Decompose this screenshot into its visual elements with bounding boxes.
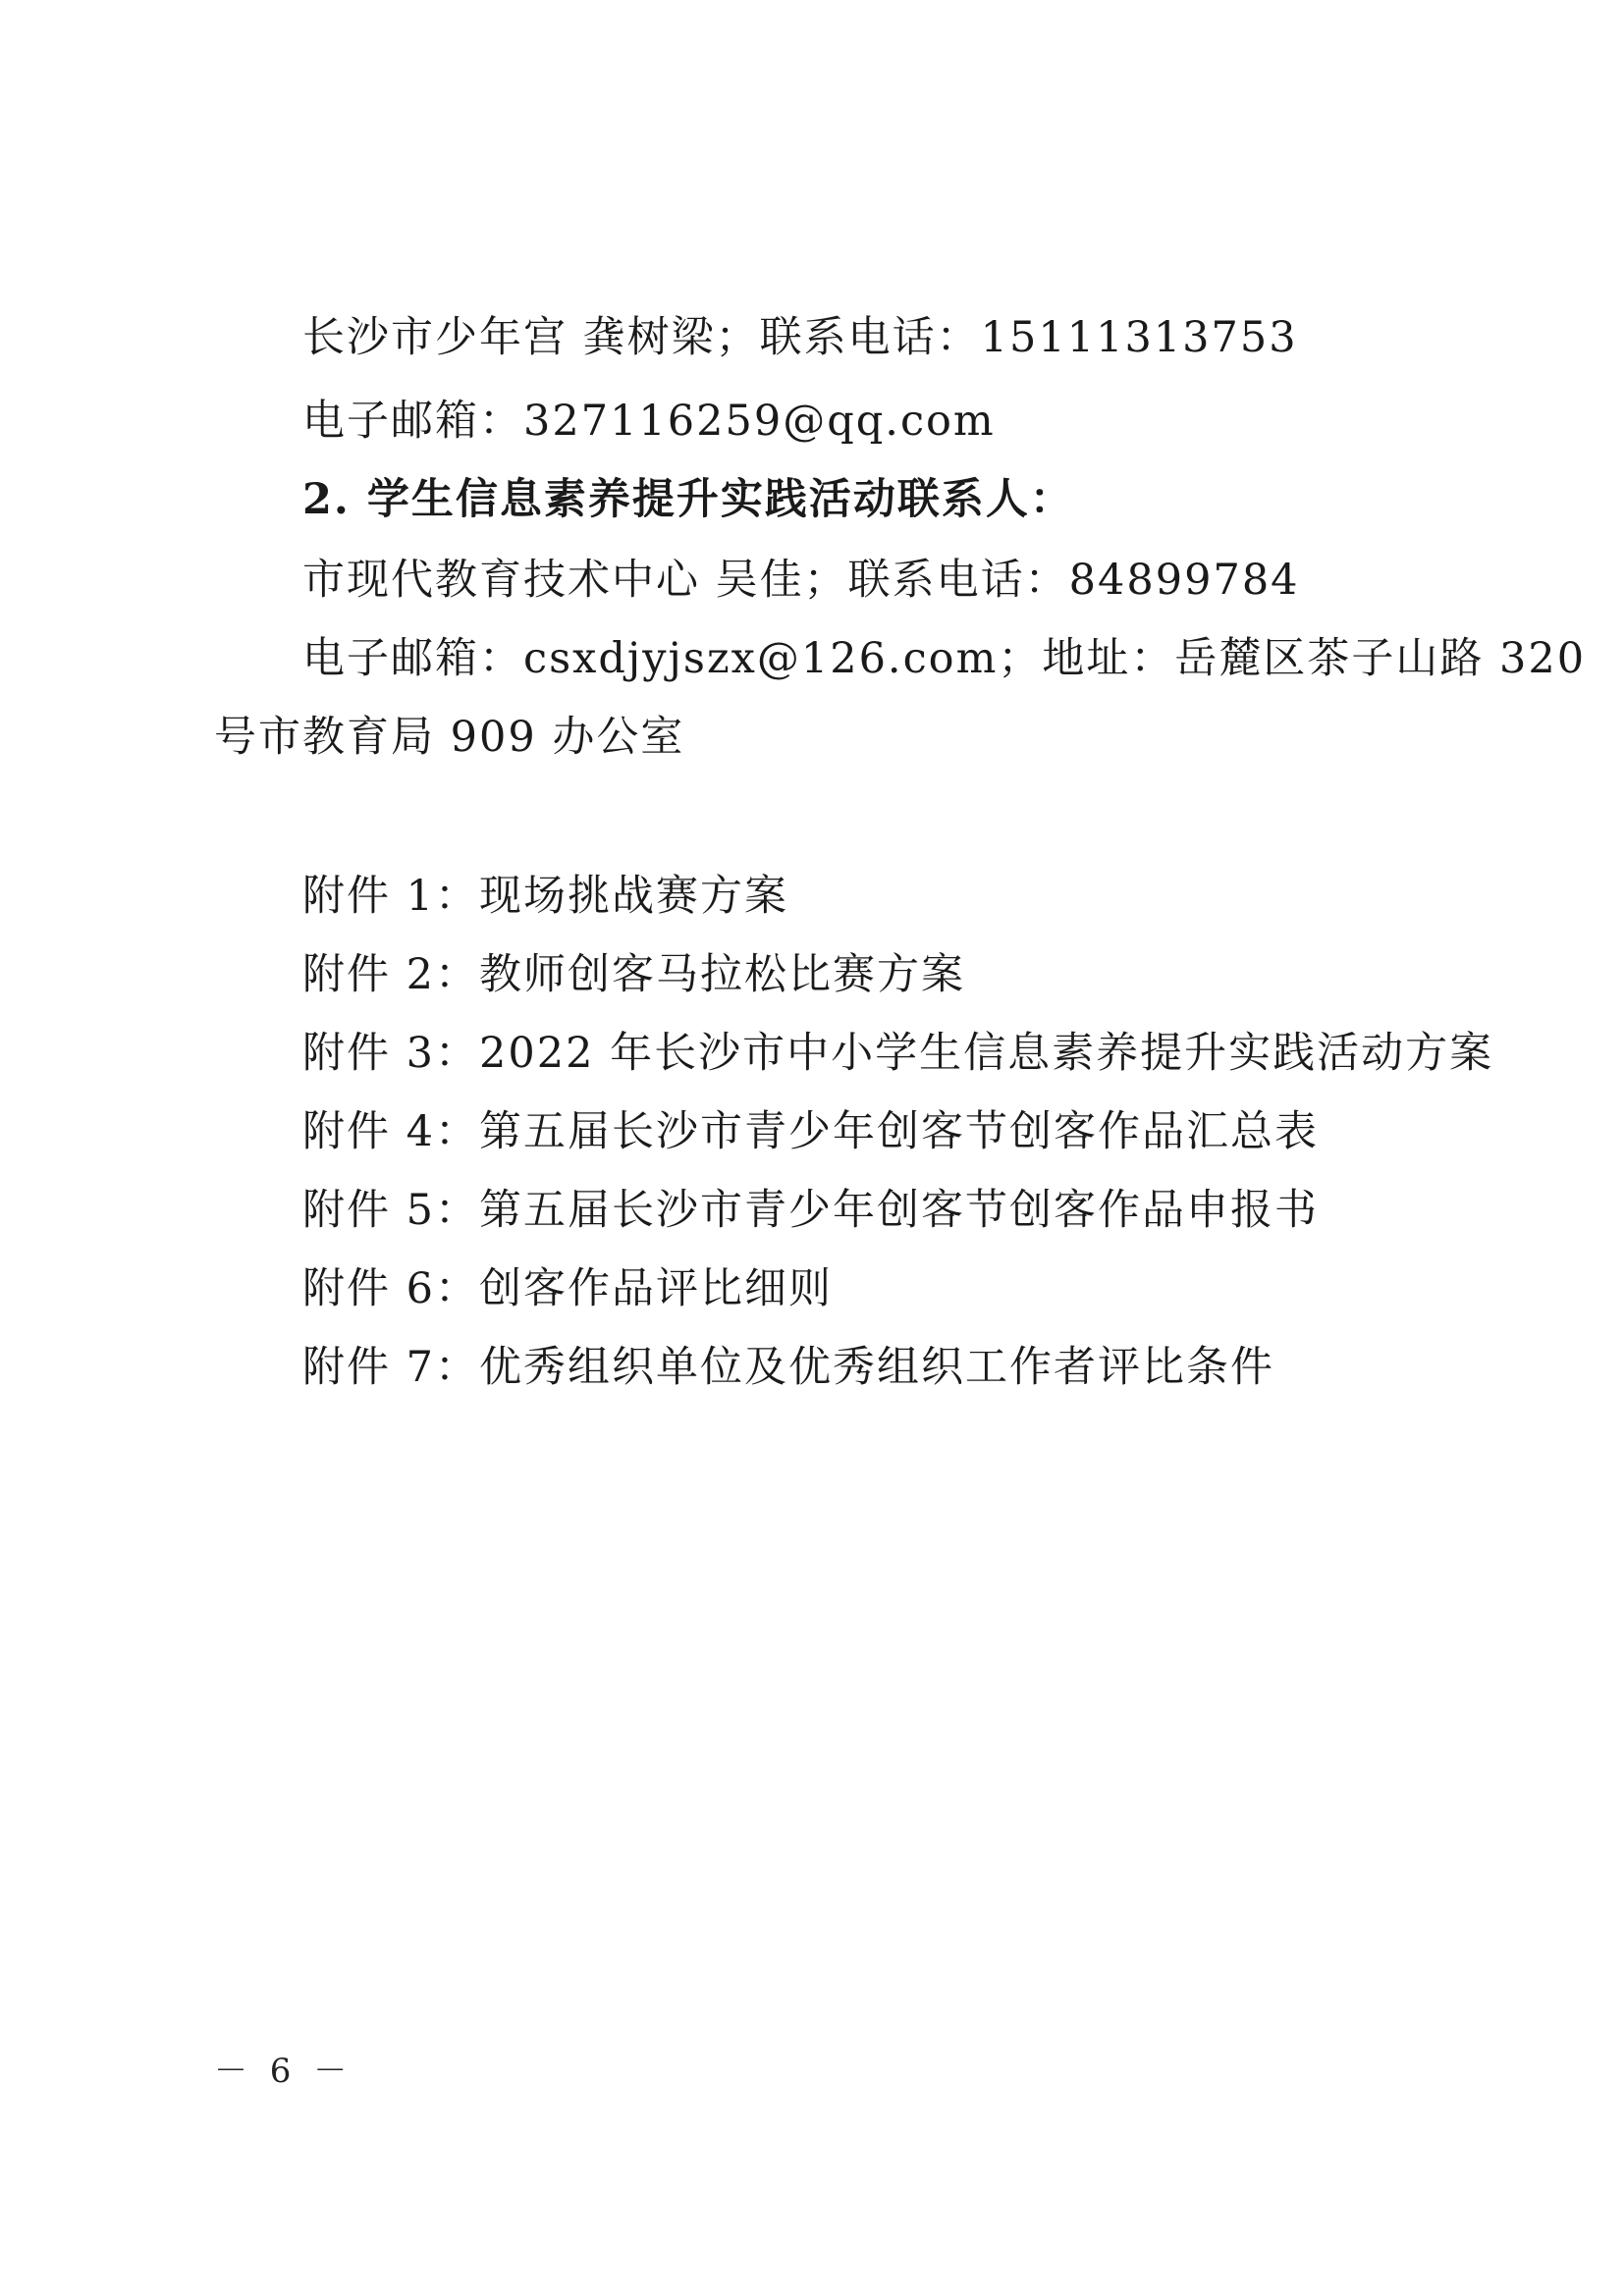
contact-email-address-line: 电子邮箱：csxdjyjszx@126.com；地址：岳麓区茶子山路 320 <box>302 634 1587 683</box>
attachment-item: 附件 4：第五届长沙市青少年创客节创客作品汇总表 <box>302 1107 1320 1156</box>
contact-address-continuation: 号市教育局 909 办公室 <box>214 713 685 762</box>
attachment-item: 附件 2：教师创客马拉松比赛方案 <box>302 950 966 999</box>
contact-email-1: 电子邮箱：327116259@qq.com <box>302 397 996 446</box>
attachment-item: 附件 5：第五届长沙市青少年创客节创客作品申报书 <box>302 1186 1320 1235</box>
contact-line-tech-center: 市现代教育技术中心 吴佳；联系电话：84899784 <box>302 556 1300 605</box>
section-heading-2: 2. 学生信息素养提升实践活动联系人： <box>302 475 1074 524</box>
attachment-item: 附件 7：优秀组织单位及优秀组织工作者评比条件 <box>302 1343 1275 1392</box>
attachment-item: 附件 1：现场挑战赛方案 <box>302 872 789 921</box>
attachment-item: 附件 3：2022 年长沙市中小学生信息素养提升实践活动方案 <box>302 1029 1494 1078</box>
attachment-item: 附件 6：创客作品评比细则 <box>302 1264 834 1313</box>
page-number: － 6 － <box>214 2052 353 2091</box>
contact-line-youth-palace: 长沙市少年宫 龚树梁；联系电话：15111313753 <box>302 313 1298 362</box>
